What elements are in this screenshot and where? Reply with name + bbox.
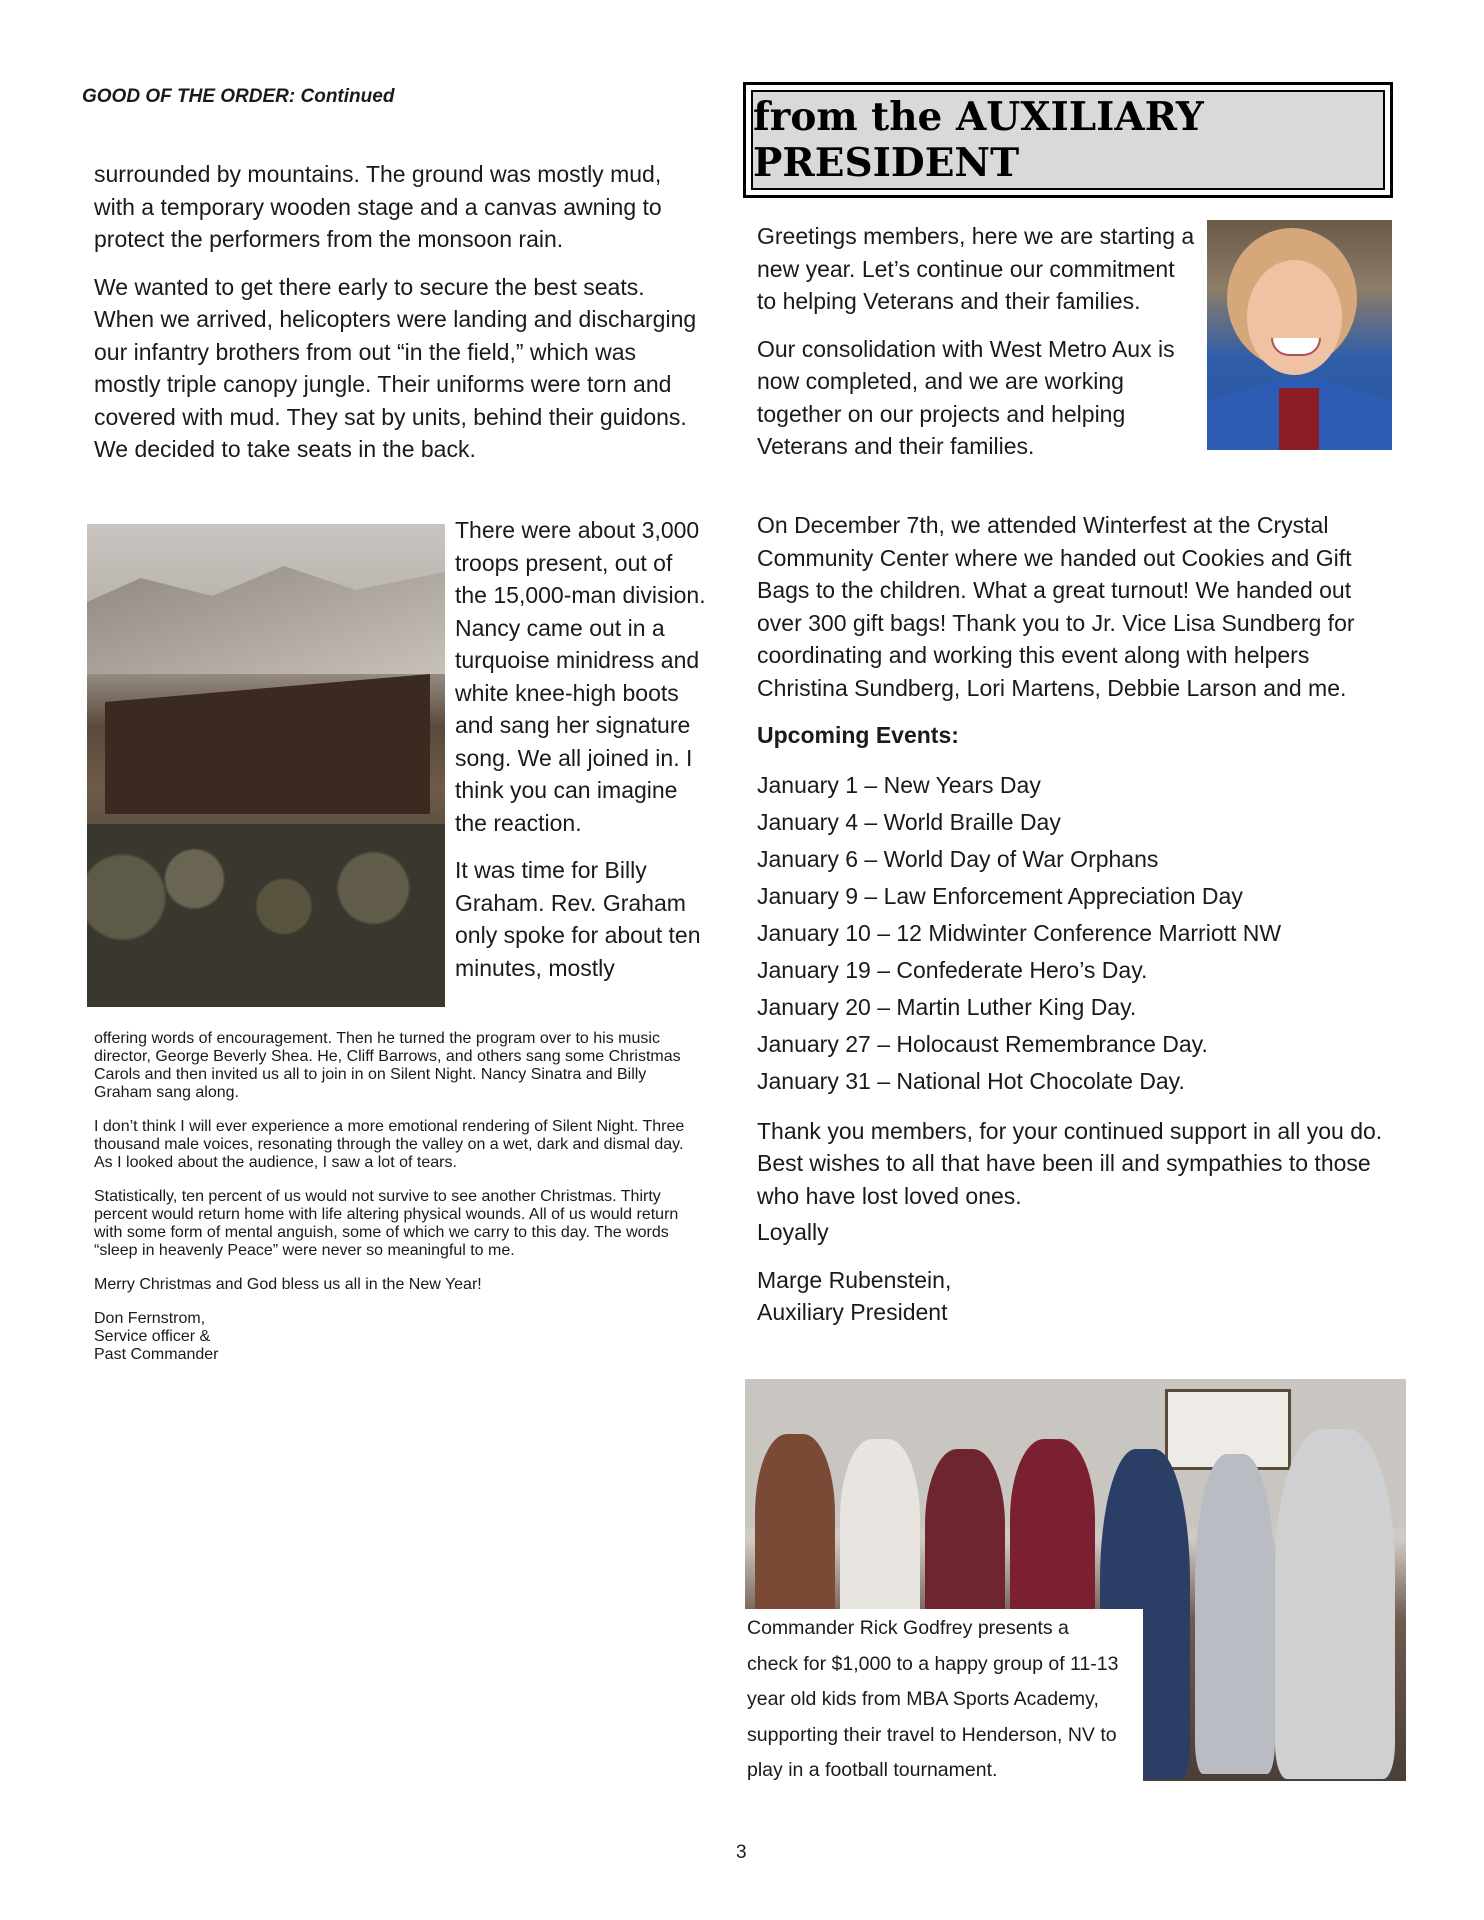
paragraph: Merry Christmas and God bless us all in the New Year! <box>94 1276 482 1293</box>
closing: Loyally <box>757 1219 829 1245</box>
signature-block <box>94 1310 704 1364</box>
aux-body <box>757 509 1384 1329</box>
event-item: January 4 – World Braille Day <box>757 808 1061 835</box>
mountain-background <box>87 554 445 674</box>
signature-title: Service officer & <box>94 1328 211 1345</box>
paragraph: Statistically, ten percent of us would not survive to see another Christmas. Thirty percent would return home with life altering physical wounds. All of us would return with some form of mental anguish, some of which we carry to this day. The words “sleep in heavenly Peace” were never so meaningful to me. <box>94 1188 679 1259</box>
signature-name: Marge Rubenstein, <box>757 1266 952 1293</box>
paragraph: It was time for Billy Graham. Rev. Graham only spoke for about ten minutes, mostly <box>455 857 701 981</box>
auxiliary-title-box <box>743 82 1393 198</box>
stage-awning <box>105 674 430 814</box>
paragraph: There were about 3,000 troops present, out of the 15,000-man division. Nancy came out in a turquoise minidress and white knee-high boots and sang her signature song. We all joined in. I think you can imagine the reaction. <box>455 517 706 836</box>
paragraph: Our consolidation with West Metro Aux is now completed, and we are working together on our projects and helping Veterans and their families. <box>757 335 1175 459</box>
paragraph: offering words of encouragement. Then he turned the program over to his music director, George Beverly Shea. He, Cliff Barrows, and others sang some Christmas Carols and then invited us all to join in on Silent Night. Nancy Sinatra and Billy Graham sang along. <box>94 1030 681 1101</box>
auxiliary-title: from the AUXILIARY PRESIDENT <box>753 94 1204 186</box>
event-item: January 20 – Martin Luther King Day. <box>757 993 1137 1020</box>
troop-crowd <box>87 824 445 1007</box>
event-item: January 27 – Holocaust Remembrance Day. <box>757 1030 1208 1057</box>
concert-photo <box>87 524 445 1007</box>
article-wrap-text <box>455 514 710 999</box>
events-heading: Upcoming Events: <box>757 722 959 748</box>
aux-intro <box>757 220 1197 478</box>
paragraph: We wanted to get there early to secure the best seats. When we arrived, helicopters were landing and discharging our infantry brothers from out “in the field,” which was mostly triple canopy jungle. Their uniforms were torn and covered with mud. They sat by units, behind their guidons. We decided to take seats in the back. <box>94 273 697 462</box>
event-item: January 10 – 12 Midwinter Conference Marriott NW <box>757 919 1282 946</box>
paragraph: Thank you members, for your continued support in all you do. Best wishes to all that have been ill and sympathies to those who have lost loved ones. <box>757 1117 1383 1209</box>
paragraph: Greetings members, here we are starting a new year. Let’s continue our commitment to helping Veterans and their families. <box>757 223 1195 314</box>
events-list <box>757 767 1384 1100</box>
event-item: January 1 – New Years Day <box>757 771 1041 798</box>
page-number: 3 <box>736 1842 747 1863</box>
president-portrait <box>1207 220 1392 450</box>
signature-block <box>757 1264 1384 1329</box>
event-item: January 6 – World Day of War Orphans <box>757 845 1159 872</box>
paragraph: surrounded by mountains. The ground was mostly mud, with a temporary wooden stage and a canvas awning to protect the performers from the monsoon rain. <box>94 161 662 252</box>
article-left-bottom <box>94 1014 704 1364</box>
event-item: January 19 – Confederate Hero’s Day. <box>757 956 1148 983</box>
event-item: January 31 – National Hot Chocolate Day. <box>757 1067 1185 1094</box>
article-left-top <box>94 158 704 481</box>
signature-name: Don Fernstrom, <box>94 1310 206 1327</box>
section-header: GOOD OF THE ORDER: Continued <box>82 86 395 107</box>
paragraph: On December 7th, we attended Winterfest at the Crystal Community Center where we handed out Cookies and Gift Bags to the children. What a great turnout! We handed out over 300 gift bags! Thank you to Jr. Vice Lisa Sundberg for coordinating and working this event along with helpers Christina Sundberg, Lori Martens, Debbie Larson and me. <box>757 512 1355 701</box>
signature-title: Past Commander <box>94 1346 219 1363</box>
paragraph: I don’t think I will ever experience a more emotional rendering of Silent Night. Three thousand male voices, resonating through the valley on a wet, dark and dismal day. As I looked about the audience, I saw a lot of tears. <box>94 1118 685 1171</box>
event-item: January 9 – Law Enforcement Appreciation Day <box>757 882 1243 909</box>
photo-caption: Commander Rick Godfrey presents a check for $1,000 to a happy group of 11-13 year old kids from MBA Sports Academy, supporting their travel to Henderson, NV to play in a football tournament. <box>747 1617 1119 1781</box>
signature-title: Auxiliary President <box>757 1299 948 1325</box>
